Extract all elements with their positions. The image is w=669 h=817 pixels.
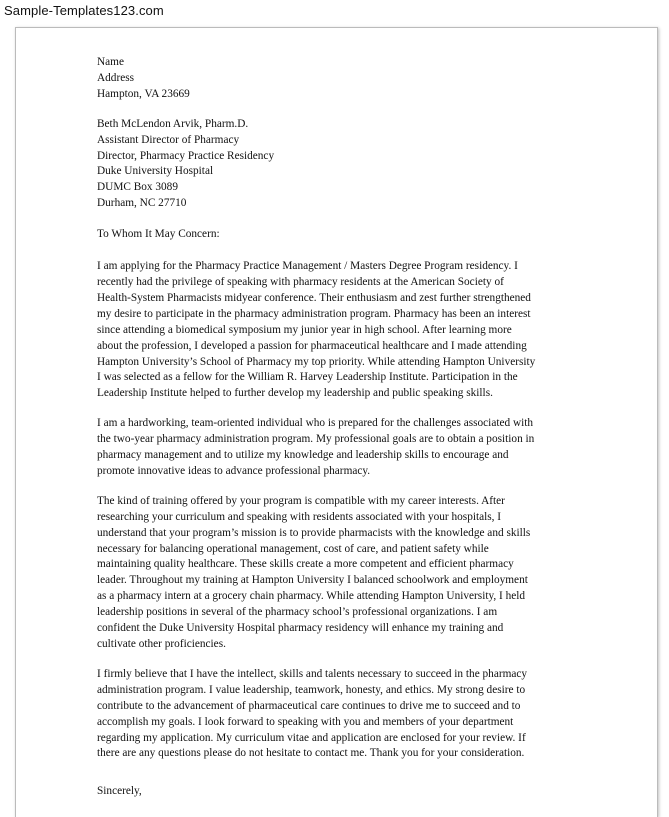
- paragraph-line: I am a hardworking, team-oriented individual who is prepared for the challenges associated with: [97, 417, 534, 430]
- recipient-city: Durham, NC 27710: [97, 197, 187, 210]
- paragraph-line: about the profession, I developed a passion for pharmaceutical healthcare and I made attending: [97, 339, 527, 352]
- paragraph-line: necessary for balancing operational management, cost of care, and patient safety while: [97, 542, 489, 555]
- recipient-block: [97, 117, 572, 212]
- paragraph-line: pharmacy management and to utilize my knowledge and leadership skills to encourage and: [97, 449, 509, 462]
- paragraph-line: I firmly believe that I have the intellect, skills and talents necessary to succeed in the pharmacy: [97, 667, 528, 680]
- closing: Sincerely,: [97, 785, 142, 798]
- recipient-organization: Duke University Hospital: [97, 165, 214, 178]
- paragraph-line: regarding my application. My curriculum vitae and application are enclosed for your review. If: [97, 731, 526, 744]
- paragraph-line: cultivate other proficiencies.: [97, 638, 226, 650]
- paragraph-line: confident the Duke University Hospital pharmacy residency will enhance my training and: [97, 622, 504, 635]
- paragraph-line: administration program. I value leadership, teamwork, honesty, and ethics. My strong desire to: [97, 683, 526, 696]
- body-paragraph-1: [97, 259, 572, 402]
- body-paragraph-3: [97, 494, 572, 653]
- paragraph-line: understand that your program’s mission is to provide pharmacists with the knowledge and skills: [97, 526, 531, 539]
- paragraph-line: researching your curriculum and speaking with residents associated with your hospitals, I: [97, 510, 502, 523]
- paragraph-line: my desire to participate in the pharmacy administration program. Pharmacy has been an interest: [97, 307, 531, 320]
- paragraph-line: contribute to the advancement of pharmaceutical care continues to drive me to succeed and to: [97, 699, 521, 712]
- paragraph-line: maintaining quality healthcare. These skills create a more competent and efficient pharmacy: [97, 558, 514, 571]
- paragraph-line: Health-System Pharmacists midyear conference. Their enthusiasm and zest further strengthened: [97, 291, 531, 304]
- paragraph-line: Hampton University’s School of Pharmacy my top priority. While attending Hampton University: [97, 355, 536, 368]
- recipient-name: Beth McLendon Arvik, Pharm.D.: [97, 117, 249, 130]
- paragraph-line: Leadership Institute helped to further develop my leadership and public speaking skills.: [97, 387, 493, 400]
- recipient-title-2: Director, Pharmacy Practice Residency: [97, 149, 275, 162]
- sender-name: Name: [97, 56, 124, 68]
- paragraph-line: leader. Throughout my training at Hampton University I balanced schoolwork and employment: [97, 574, 528, 587]
- paragraph-line: The kind of training offered by your program is compatible with my career interests. After: [97, 494, 505, 507]
- paragraph-line: the two-year pharmacy administration program. My professional goals are to obtain a position in: [97, 433, 535, 446]
- paragraph-line: accomplish my goals. I look forward to speaking with you and members of your department: [97, 715, 514, 728]
- body-paragraph-4: [97, 667, 572, 762]
- paragraph-line: there are any questions please do not hesitate to contact me. Thank you for your consideration.: [97, 747, 525, 760]
- paragraph-line: leadership positions in several of the pharmacy school’s professional organizations. I am: [97, 606, 498, 619]
- cover-letter: [97, 55, 572, 800]
- sender-address: Address: [97, 71, 135, 84]
- paragraph-line: promote innovative ideas to advance professional pharmacy.: [97, 464, 371, 477]
- watermark-site-name: Sample-Templates123.com: [4, 3, 164, 18]
- paragraph-line: I was selected as a fellow for the William R. Harvey Leadership Institute. Participation in the: [97, 371, 518, 384]
- paragraph-line: I am applying for the Pharmacy Practice Management / Masters Degree Program residency. I: [97, 260, 518, 273]
- paragraph-line: since attending a biomedical symposium my junior year in high school. After learning more: [97, 323, 512, 336]
- sender-block: [97, 55, 572, 103]
- salutation: To Whom It May Concern:: [97, 228, 220, 241]
- paragraph-line: recently had the privilege of speaking with pharmacy residents at the American Society of: [97, 275, 504, 288]
- sender-city: Hampton, VA 23669: [97, 87, 190, 100]
- recipient-box: DUMC Box 3089: [97, 181, 178, 194]
- body-paragraph-2: [97, 416, 572, 480]
- paragraph-line: as a pharmacy intern at a grocery chain pharmacy. While attending Hampton University, I held: [97, 590, 526, 603]
- recipient-title: Assistant Director of Pharmacy: [97, 133, 240, 146]
